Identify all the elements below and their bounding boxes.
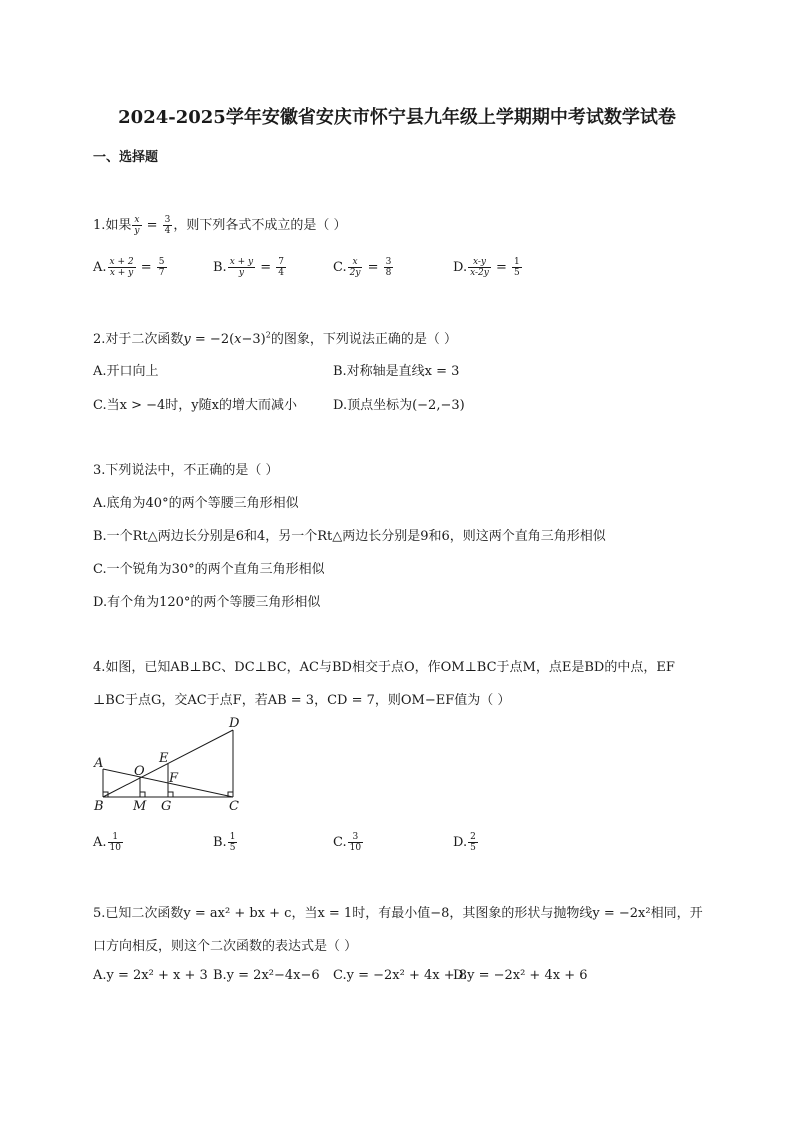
label-f: F: [169, 771, 179, 786]
q1-option-a[interactable]: A. $\frac{x + 2}{x + y}$ = $\frac{5}{7}$: [93, 257, 165, 278]
label-e: E: [159, 751, 169, 766]
q1-frac-xy: $\frac{x}{y}$: [134, 215, 140, 236]
q3-option-d[interactable]: D.有个角为120°的两个等腰三角形相似: [93, 595, 321, 610]
q5-option-a[interactable]: A.y = 2x² + x + 3: [93, 968, 208, 983]
q4-option-a[interactable]: A. $\frac{1}{10}$: [93, 832, 121, 853]
q2-function: y: [183, 332, 191, 347]
q1-option-c[interactable]: C. $\frac{x}{2y}$ = $\frac{3}{8}$: [333, 257, 392, 278]
question-4-line1: 4.如图，已知AB⊥BC、DC⊥BC，AC与BD相交于点O，作OM⊥BC于点M，点E是BD的中点，EF: [93, 660, 675, 675]
q3-option-c[interactable]: C.一个锐角为30°的两个直角三角形相似: [93, 562, 325, 577]
q5-option-b[interactable]: B.y = 2x²−4x−6: [213, 968, 320, 983]
q1-frac-34: $\frac{3}{4}$: [164, 215, 171, 236]
label-o: O: [134, 764, 145, 779]
section-heading: 一、选择题: [93, 150, 159, 165]
q3-option-b[interactable]: B.一个Rt△两边长分别是6和4，另一个Rt△两边长分别是9和6，则这两个直角三角形相似: [93, 529, 606, 544]
label-b: B: [94, 799, 104, 814]
question-1-stem: 1.如果 $\frac{x}{y}$ = $\frac{3}{4}$ ，则下列各式不成立的是（ ）: [93, 215, 347, 236]
q2-option-b[interactable]: B.对称轴是直线x = 3: [333, 364, 460, 379]
label-a: A: [94, 756, 104, 771]
q3-option-a[interactable]: A.底角为40°的两个等腰三角形相似: [93, 496, 299, 511]
label-g: G: [161, 799, 172, 814]
q2-option-a[interactable]: A.开口向上: [93, 364, 159, 379]
q5-option-c[interactable]: C.y = −2x² + 4x + 8: [333, 968, 468, 983]
label-d: D: [229, 716, 240, 731]
q1-suffix: ，则下列各式不成立的是（ ）: [173, 218, 347, 233]
question-2-stem: 2.对于二次函数$y = -2(x-3)^2$的图象，下列说法正确的是（ ）: [93, 330, 457, 347]
question-5-line2: 口方向相反，则这个二次函数的表达式是（ ）: [93, 939, 358, 954]
label-c: C: [229, 799, 239, 814]
q4-option-c[interactable]: C. $\frac{3}{10}$: [333, 832, 362, 853]
q1-prefix: 1.如果: [93, 218, 132, 233]
q1-option-b[interactable]: B. $\frac{x + y}{y}$ = $\frac{7}{4}$: [213, 257, 285, 278]
q2-option-d[interactable]: D.顶点坐标为(−2,−3): [333, 398, 465, 413]
label-m: M: [133, 799, 147, 814]
q1-option-d[interactable]: D. $\frac{x-y}{x-2y}$ = $\frac{1}{5}$: [453, 257, 520, 278]
page-title: 2024-2025学年安徽省安庆市怀宁县九年级上学期期中考试数学试卷: [118, 107, 676, 128]
q5-option-d[interactable]: D.y = −2x² + 4x + 6: [453, 968, 588, 983]
question-5-line1: 5.已知二次函数y = ax² + bx + c，当x = 1时，有最小值−8，其图象的形状与抛物线y = −2x²相同，开: [93, 906, 703, 921]
q2-option-c[interactable]: C.当x > −4时，y随x的增大而减小: [93, 398, 297, 413]
q4-option-b[interactable]: B. $\frac{1}{5}$: [213, 832, 236, 853]
q4-option-d[interactable]: D. $\frac{2}{5}$: [453, 832, 476, 853]
q4-geometry-figure: [88, 712, 258, 814]
question-3-stem: 3.下列说法中，不正确的是（ ）: [93, 463, 279, 478]
question-4-line2: ⊥BC于点G，交AC于点F，若AB = 3，CD = 7，则OM−EF值为（ ）: [93, 693, 511, 708]
